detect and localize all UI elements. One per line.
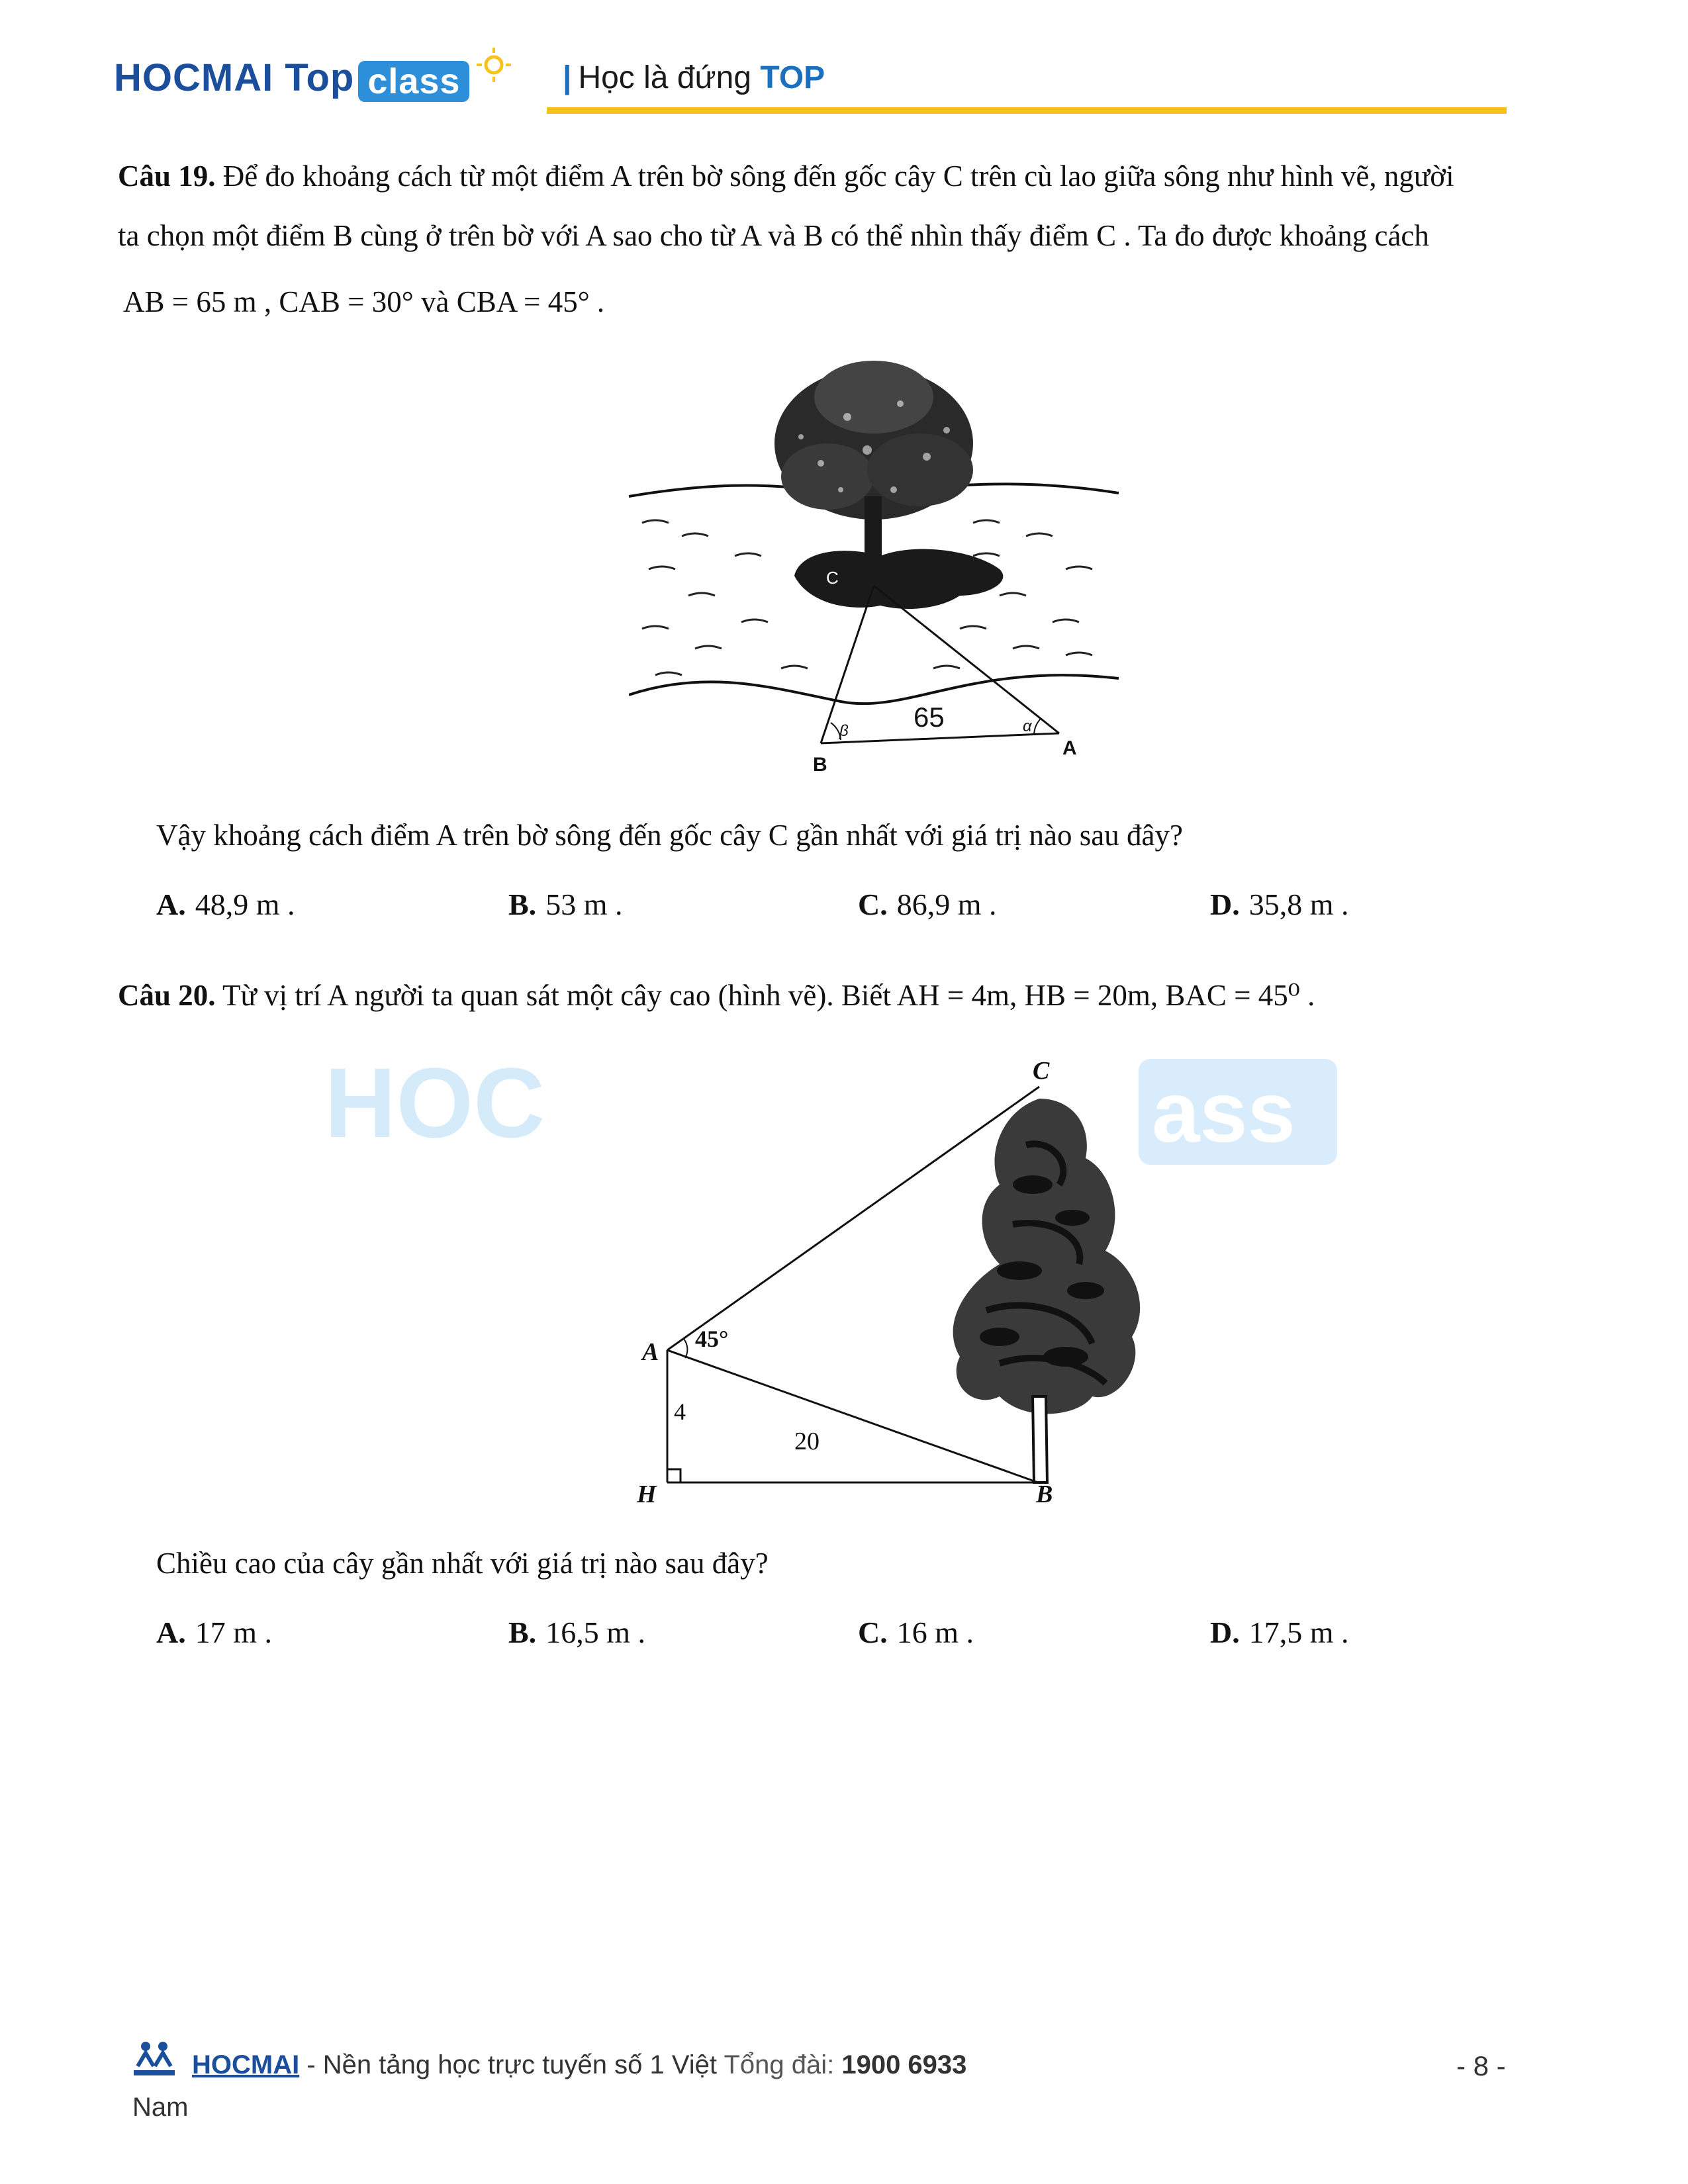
q20-line1-text: Từ vị trí A người ta quan sát một cây cao (hình vẽ). Biết AH = 4m, HB = 20m, BAC = 45⁰ . xyxy=(222,979,1315,1012)
tree-icon xyxy=(774,361,973,582)
q19-line1-text: Để đo khoảng cách từ một điểm A trên bờ sông đến gốc cây C trên cù lao giữa sông như hình vẽ, người xyxy=(222,159,1454,193)
fig19-label-b: B xyxy=(813,754,827,776)
fig19-label-65: 65 xyxy=(914,702,945,733)
fig20-label-a: A xyxy=(642,1338,659,1366)
q20-answer-a-key: A. xyxy=(156,1615,186,1649)
fig20-label-h: H xyxy=(637,1480,657,1502)
q20-line1 xyxy=(118,965,1315,1026)
watermark-right-text: ass xyxy=(1152,1064,1295,1160)
q20-answer-c-value: 16 m . xyxy=(896,1615,974,1649)
fig19-label-a: A xyxy=(1062,737,1077,759)
q19-answer-c-value: 86,9 m . xyxy=(896,887,997,921)
brand-hocmai: HOCMAI xyxy=(114,56,274,99)
q19-label: Câu 19. xyxy=(118,159,216,193)
q20-answer-c-key: C. xyxy=(858,1615,888,1649)
fig20-label-4: 4 xyxy=(674,1398,686,1425)
q19-answer-a-key: A. xyxy=(156,887,186,921)
watermark-right xyxy=(1139,1059,1337,1165)
q20-answer-d-value: 17,5 m . xyxy=(1248,1615,1349,1649)
footer-hotline-label: Tổng đài: xyxy=(724,2050,842,2079)
brand-logo xyxy=(114,56,469,100)
tagline-bar: | xyxy=(563,60,572,95)
q19-answer-d-key: D. xyxy=(1210,887,1240,921)
q19-answer-b-value: 53 m . xyxy=(545,887,623,921)
hocmai-logo-icon xyxy=(131,2040,177,2079)
q19-line3: AB = 65 m , CAB = 30° và CBA = 45° . xyxy=(123,285,605,318)
fig20-label-c: C xyxy=(1033,1057,1050,1085)
header-tagline xyxy=(563,60,825,96)
q19-question: Vậy khoảng cách điểm A trên bờ sông đến gốc cây C gần nhất với giá trị nào sau đây? xyxy=(156,819,1183,852)
q19-answer-a[interactable] xyxy=(156,887,295,922)
q19-figure xyxy=(629,357,1119,781)
tree-icon xyxy=(953,1099,1141,1482)
q19-answer-a-value: 48,9 m . xyxy=(195,887,295,921)
q20-answer-a-value: 17 m . xyxy=(195,1615,273,1649)
footer-text xyxy=(192,2050,966,2080)
q19-line1 xyxy=(118,146,1454,206)
q19-answer-c[interactable] xyxy=(858,887,997,922)
q19-answer-d[interactable] xyxy=(1210,887,1349,922)
q20-question: Chiều cao của cây gần nhất với giá trị nào sau đây? xyxy=(156,1547,769,1580)
q19-line2: ta chọn một điểm B cùng ở trên bờ với A sao cho từ A và B có thể nhìn thấy điểm C . Ta đo được khoảng cách xyxy=(118,219,1429,252)
fig20-label-20: 20 xyxy=(794,1428,820,1455)
fig20-label-b: B xyxy=(1036,1480,1053,1502)
page-number: - 8 - xyxy=(1456,2050,1506,2081)
brand-top: Top xyxy=(285,56,355,99)
q20-label: Câu 20. xyxy=(118,979,216,1012)
footer-continuation: Nam xyxy=(132,2093,189,2122)
q19-answer-c-key: C. xyxy=(858,887,888,921)
fig19-label-beta: β xyxy=(839,722,849,740)
q19-answer-b-key: B. xyxy=(508,887,537,921)
q20-figure xyxy=(629,1052,1158,1502)
tagline-text: Học là đứng xyxy=(578,60,761,95)
footer-brand-link[interactable]: HOCMAI xyxy=(192,2050,300,2079)
q20-answer-a[interactable] xyxy=(156,1615,272,1650)
footer-tagline: - Nền tảng học trực tuyến số 1 Việt xyxy=(299,2050,724,2079)
brand-class: class xyxy=(358,61,469,102)
sun-icon xyxy=(475,46,512,83)
fig19-label-alpha: α xyxy=(1023,717,1032,735)
q20-answer-d-key: D. xyxy=(1210,1615,1240,1649)
q20-answer-c[interactable] xyxy=(858,1615,974,1650)
q20-answer-b-key: B. xyxy=(508,1615,537,1649)
q20-answer-d[interactable] xyxy=(1210,1615,1349,1650)
q19-answer-b[interactable] xyxy=(508,887,622,922)
footer-hotline: 1900 6933 xyxy=(841,2050,967,2079)
watermark-left: HOC xyxy=(324,1047,545,1158)
fig20-label-angle: 45° xyxy=(695,1326,729,1352)
tagline-top: TOP xyxy=(760,60,825,95)
q19-answer-d-value: 35,8 m . xyxy=(1248,887,1349,921)
q20-answer-b[interactable] xyxy=(508,1615,645,1650)
header-rule xyxy=(547,107,1507,114)
q20-answer-b-value: 16,5 m . xyxy=(545,1615,645,1649)
fig19-label-c: C xyxy=(826,568,839,588)
